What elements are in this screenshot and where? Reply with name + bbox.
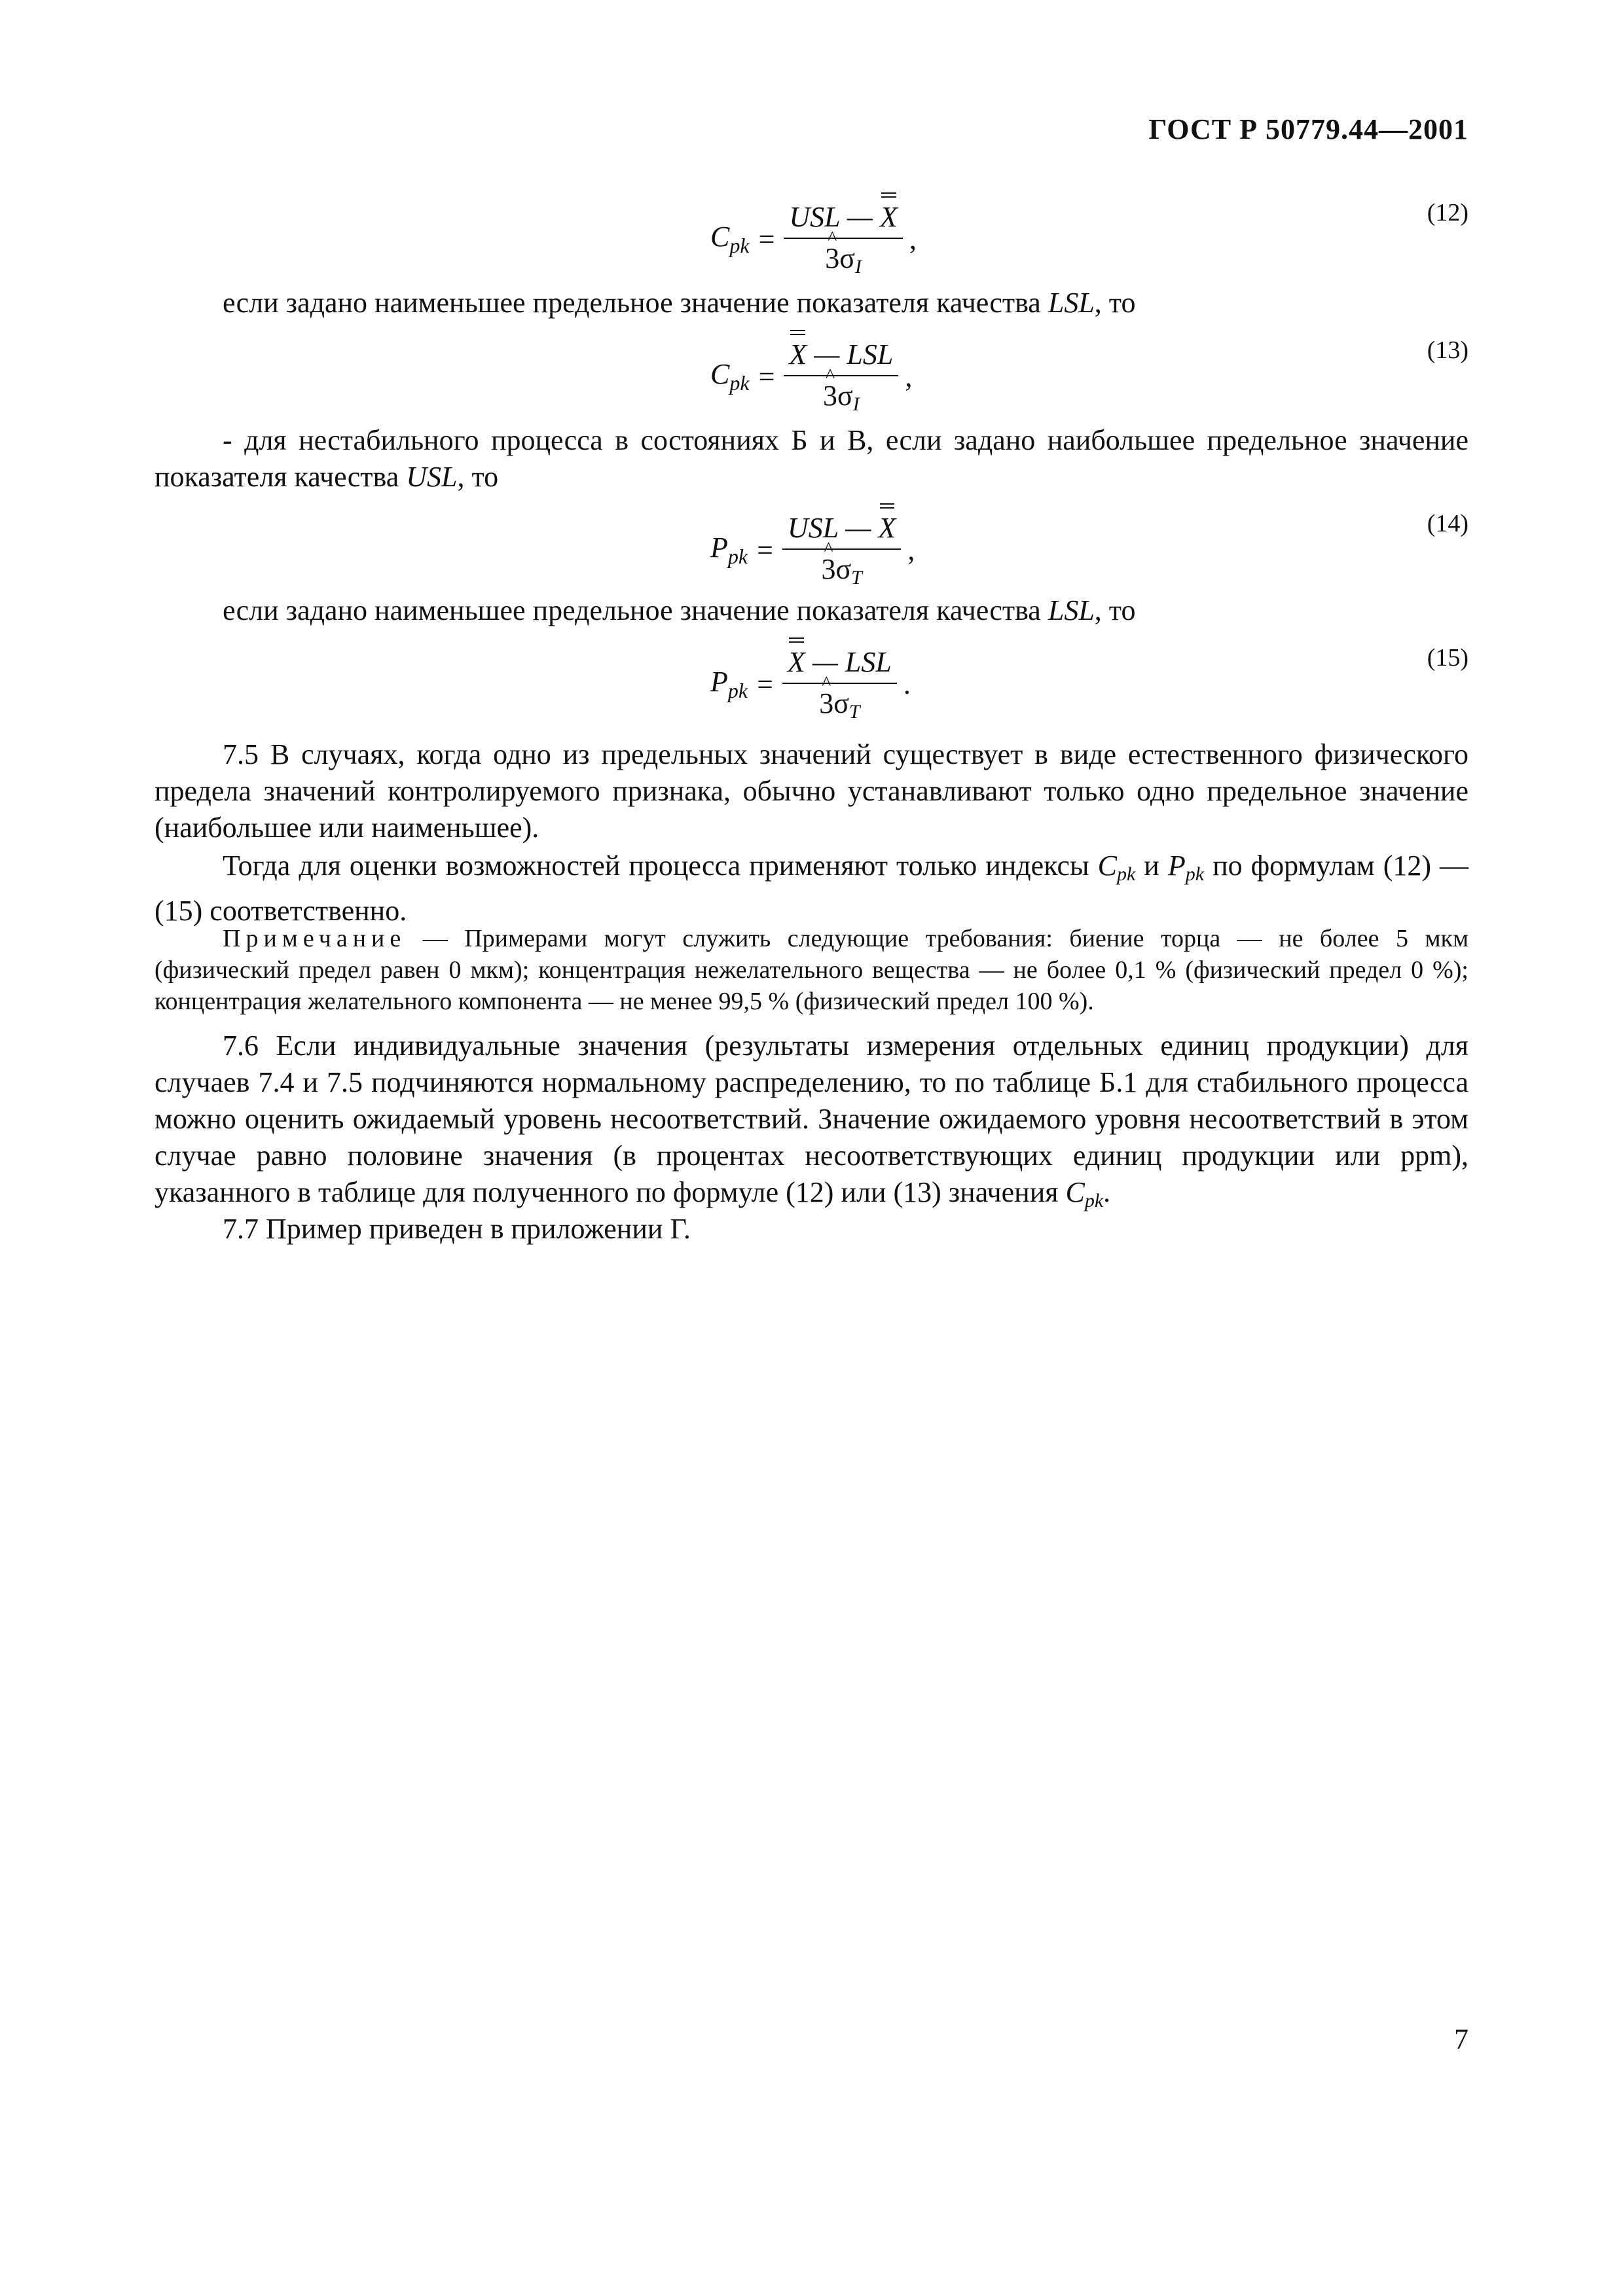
formula-lhs: $C_{pk}$ [710,221,750,257]
denominator: ^ $3\sigma_T$ [819,684,860,723]
note-body: — Примерами могут служить следующие требования: биение торца — не более 5 мкм (физический предел равен 0 мкм); концентрация нежелательного вещества — не более 0,1 % (физический предел 0 %); концентрация желательного компонента — не менее 99,5 % (физический предел 100 %). [155,925,1468,1015]
note [155,923,1468,1017]
fraction [784,338,898,416]
paragraph-7-5-indices: Тогда для оценки возможностей процесса применяют только индексы $C_{pk}$ и $P_{pk}$ по формулам (12) — (15) соответственно. [155,850,1469,927]
punctuation: . [903,668,911,700]
paragraph-lsl-2: если задано наименьшее предельное значение показателя качества LSL, то [223,594,1136,626]
paragraph-7-6: 7.6 Если индивидуальные значения (результаты измерения отдельных единиц продукции) для случаев 7.4 и 7.5 подчиняются нормальному распределению, то по таблице Б.1 для стабильного процесса можно оценить ожидаемый уровень несоответствий. Значение ожидаемого уровня несоответствий в этом случае равно половине значения (в процентах несоответствующих единиц продукции или ppm), указанного в таблице для полученного по формуле (12) или (13) значения $C_{pk}$. [155,1030,1468,1211]
punctuation: , [905,360,913,393]
formula-lhs: $C_{pk}$ [710,358,750,395]
paragraph-7-5: 7.5 В случаях, когда одно из предельных значений существует в виде естественного физического предела значений контролируемого признака, обычно устанавливают только одно предельное значение (наибольшее или наименьшее). [155,738,1468,844]
page-number: 7 [1454,2023,1468,2055]
paragraph-7-7: 7.7 Пример приведен в приложении Г. [223,1213,691,1245]
denominator: ^ $3\sigma_I$ [823,376,860,416]
numerator: USL — X [782,511,901,550]
note-label: Примечание [223,925,407,952]
denominator: ^ $3\sigma_T$ [821,550,862,589]
equation-number: (15) [1427,644,1468,672]
numerator: USL — X [784,200,902,239]
fraction [782,645,897,723]
equation-number: (14) [1427,510,1468,537]
punctuation: , [907,533,915,566]
denominator: ^ $3\sigma_I$ [825,239,862,278]
numerator: X — LSL [782,645,897,684]
paragraph-unstable-usl: - для нестабильного процесса в состояниях Б и В, если задано наибольшее предельное значение показателя качества USL, то [155,424,1468,493]
equals-sign: = [758,360,775,393]
formula-15 [0,638,1623,730]
fraction [784,200,902,278]
formula-lhs: $P_{pk}$ [710,666,748,702]
formula-14 [0,504,1623,596]
formula-13 [0,331,1623,422]
fraction [782,511,901,589]
equals-sign: = [757,668,773,700]
equals-sign: = [757,533,773,566]
formula-12 [0,193,1623,285]
formula-lhs: $P_{pk}$ [710,531,748,568]
paragraph-lsl-1: если задано наименьшее предельное значение показателя качества LSL, то [223,287,1136,319]
punctuation: , [909,223,917,255]
equation-number: (13) [1427,336,1468,364]
equals-sign: = [758,223,775,255]
document-header: ГОСТ Р 50779.44—2001 [1148,113,1468,145]
numerator: X — LSL [784,338,898,376]
equation-number: (12) [1427,199,1468,226]
